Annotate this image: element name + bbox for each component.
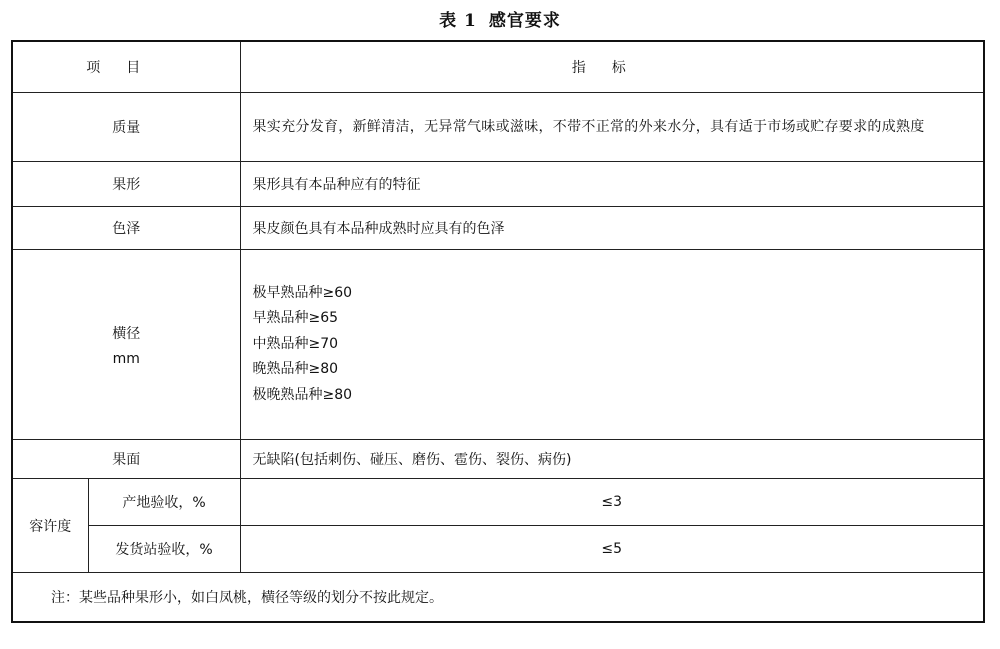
- diameter-label-cell: [12, 250, 240, 440]
- table-number: 表 1: [439, 11, 477, 31]
- color-label: 色泽: [12, 207, 240, 250]
- header-item: 项目: [86, 60, 167, 76]
- shape-label: 果形: [12, 162, 240, 207]
- table-row-quality: [12, 93, 984, 162]
- shape-value: 果形具有本品种应有的特征: [240, 162, 984, 207]
- table-note: 注：某些品种果形小，如白凤桃，横径等级的划分不按此规定。: [12, 573, 984, 623]
- tolerance-origin-value: ≤3: [240, 479, 984, 526]
- diameter-value-line: 极早熟品种≥60: [252, 284, 353, 301]
- tolerance-station-label: 发货站验收，%: [88, 526, 240, 573]
- sensory-requirements-table: [11, 40, 985, 623]
- color-value: 果皮颜色具有本品种成熟时应具有的色泽: [240, 207, 984, 250]
- diameter-label: 横径: [112, 325, 141, 342]
- tolerance-origin-label: 产地验收，%: [88, 479, 240, 526]
- header-indicator-cell: [240, 41, 984, 93]
- table-title: [0, 6, 1000, 31]
- diameter-value-line: 极晚熟品种≥80: [252, 386, 353, 403]
- table-title-text: 感官要求: [488, 11, 561, 31]
- header-item-cell: [12, 41, 240, 93]
- table-row-tolerance-station: [12, 526, 984, 573]
- table-row-diameter: [12, 250, 984, 440]
- quality-value: 果实充分发育，新鲜清洁，无异常气味或滋味，不带不正常的外来水分，具有适于市场或贮存要求的成熟度: [240, 93, 984, 162]
- diameter-values: [240, 250, 984, 440]
- table-row-surface: [12, 440, 984, 479]
- table-row-color: [12, 207, 984, 250]
- diameter-value-line: 早熟品种≥65: [252, 310, 339, 327]
- diameter-value-line: 晚熟品种≥80: [252, 361, 339, 378]
- tolerance-station-value: ≤5: [240, 526, 984, 573]
- quality-label: 质量: [12, 93, 240, 162]
- diameter-value-line: 中熟品种≥70: [252, 335, 339, 352]
- tolerance-label: 容许度: [12, 479, 88, 573]
- table-header-row: [12, 41, 984, 93]
- header-indicator: 指标: [571, 60, 652, 76]
- table-row-note: [12, 573, 984, 623]
- surface-value: 无缺陷(包括刺伤、碰压、磨伤、雹伤、裂伤、病伤): [240, 440, 984, 479]
- surface-label: 果面: [12, 440, 240, 479]
- diameter-unit: mm: [112, 350, 140, 367]
- table-row-shape: [12, 162, 984, 207]
- table-row-tolerance-origin: [12, 479, 984, 526]
